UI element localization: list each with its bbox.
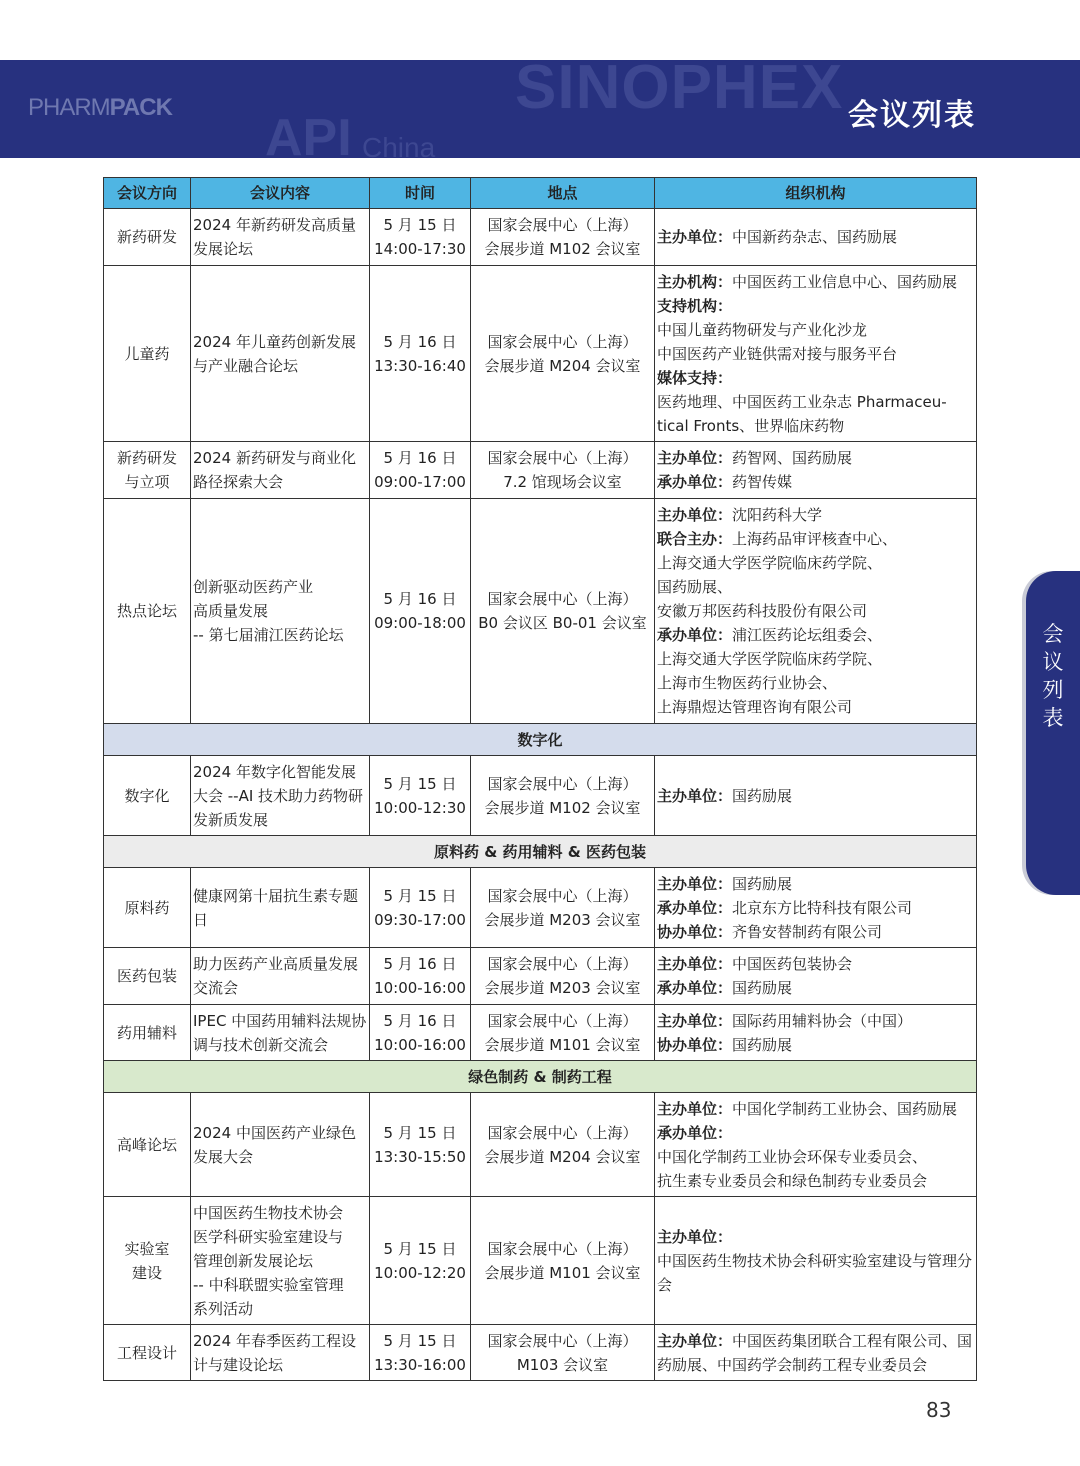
content-cell: 助力医药产业高质量发展交流会 [191,948,370,1005]
time-cell: 5 月 15 日 10:00-12:20 [370,1197,471,1325]
content-cell: 2024 年儿童药创新发展与产业融合论坛 [191,266,370,442]
location-cell: 国家会展中心（上海） 会展步道 M204 会议室 [471,1093,655,1197]
location-cell: 国家会展中心（上海） 会展步道 M102 会议室 [471,209,655,266]
table-row [104,209,977,266]
location-cell: 国家会展中心（上海） 会展步道 M203 会议室 [471,868,655,948]
direction-cell: 新药研发 与立项 [104,442,191,499]
direction-cell: 高峰论坛 [104,1093,191,1197]
table-row [104,266,977,442]
direction-cell: 儿童药 [104,266,191,442]
content-cell: 健康网第十届抗生素专题日 [191,868,370,948]
organizer-line [657,527,974,551]
organizer-cell [655,948,977,1005]
organizer-name: 药智网、国药励展 [732,449,853,467]
location-cell: 国家会展中心（上海） 7.2 馆现场会议室 [471,442,655,499]
organizer-name: 中国化学制药工业协会环保专业委员会、 [657,1147,928,1166]
organizer-role: 承办单位： [657,898,733,917]
organizer-name: 国药励展 [732,1035,793,1054]
table-row [104,1325,977,1381]
organizer-role: 主办单位： [657,228,733,246]
organizer-line [657,647,974,671]
organizer-cell [655,209,977,266]
organizer-line [657,1145,974,1169]
organizer-name: 国药励展、 [657,578,733,596]
organizer-line [657,294,974,318]
organizer-line [657,575,974,599]
organizer-line [657,623,974,647]
content-cell: 创新驱动医药产业 高质量发展 -- 第七届浦江医药论坛 [191,499,370,724]
page-number: 83 [926,1398,952,1422]
direction-cell: 原料药 [104,868,191,948]
organizer-name: 中国医药产业链供需对接与服务平台 [657,344,898,363]
time-cell: 5 月 15 日 13:30-16:00 [370,1325,471,1381]
location-cell: 国家会展中心（上海） 会展步道 M204 会议室 [471,266,655,442]
organizer-cell [655,756,977,836]
location-cell: 国家会展中心（上海） 会展步道 M203 会议室 [471,948,655,1005]
section-digital [104,724,977,756]
organizer-role: 承办单位： [657,1123,733,1142]
table-row [104,948,977,1005]
organizer-line [657,671,974,695]
organizer-role: 主办单位： [657,786,733,805]
time-cell: 5 月 16 日 10:00-16:00 [370,948,471,1005]
organizer-role: 承办单位： [657,979,733,997]
organizer-name: 上海市生物医药行业协会、 [657,674,838,692]
table-header-row [104,178,977,209]
organizer-name: 中国化学制药工业协会、国药励展 [732,1099,958,1118]
table-row [104,756,977,836]
section-title: 绿色制药 & 制药工程 [104,1061,977,1093]
organizer-role: 主办单位： [657,1099,733,1118]
time-cell: 5 月 15 日 14:00-17:30 [370,209,471,266]
organizer-role: 协办单位： [657,1035,733,1054]
table-row [104,499,977,724]
organizer-role: 主办单位： [657,1331,733,1350]
header-content: 会议内容 [191,178,370,209]
organizer-name: 国药励展 [732,979,793,997]
organizer-line [657,1225,974,1249]
organizer-line [657,446,974,470]
organizer-role: 支持机构： [657,296,733,315]
direction-cell: 数字化 [104,756,191,836]
time-cell: 5 月 16 日 09:00-18:00 [370,499,471,724]
organizer-name: 中国医药集团联合工程有限公司、国药励展、中国药学会制药工程专业委员会 [657,1331,973,1374]
section-raw-materials [104,836,977,868]
table-row [104,1005,977,1061]
organizer-line [657,318,974,342]
location-cell: 国家会展中心（上海） 会展步道 M101 会议室 [471,1197,655,1325]
organizer-line [657,952,974,976]
organizer-name: 中国医药生物技术协会科研实验室建设与管理分会 [657,1251,973,1294]
organizer-role: 主办单位： [657,1227,733,1246]
organizer-name: 上海交通大学医学院临床药学院、 [657,554,883,572]
time-cell: 5 月 15 日 09:30-17:00 [370,868,471,948]
content-cell: 2024 年数字化智能发展大会 --AI 技术助力药物研发新质发展 [191,756,370,836]
organizer-cell [655,266,977,442]
organizer-name: 中国儿童药物研发与产业化沙龙 [657,320,868,339]
side-tab-label: 会议列表 [1042,622,1064,730]
organizer-name: 药智传媒 [732,473,793,491]
direction-cell: 实验室 建设 [104,1197,191,1325]
organizer-line [657,872,974,896]
content-cell: 2024 年新药研发高质量发展论坛 [191,209,370,266]
organizer-name: 中国医药包装协会 [732,955,853,973]
page-title: 会议列表 [848,98,976,133]
organizer-line [657,1097,974,1121]
organizer-line [657,225,974,249]
organizer-role: 主办单位： [657,1011,733,1030]
direction-cell: 新药研发 [104,209,191,266]
location-cell: 国家会展中心（上海） B0 会议区 B0-01 会议室 [471,499,655,724]
header-direction: 会议方向 [104,178,191,209]
organizer-name: 上海药品审评核查中心、 [732,530,898,548]
organizer-role: 媒体支持： [657,368,733,387]
pharmpack-logo: PHARMPACK [28,94,172,121]
header-location: 地点 [471,178,655,209]
organizer-name: 齐鲁安替制药有限公司 [732,922,883,941]
table-row [104,442,977,499]
organizer-name: 上海鼎煜达管理咨询有限公司 [657,698,853,716]
time-cell: 5 月 15 日 13:30-15:50 [370,1093,471,1197]
organizer-cell [655,1005,977,1061]
organizer-name: 国药励展 [732,874,793,893]
organizer-cell [655,1325,977,1381]
time-cell: 5 月 16 日 13:30-16:40 [370,266,471,442]
header-banner [0,60,1080,158]
time-cell: 5 月 16 日 10:00-16:00 [370,1005,471,1061]
location-cell: 国家会展中心（上海） 会展步道 M101 会议室 [471,1005,655,1061]
direction-cell: 医药包装 [104,948,191,1005]
section-green-pharma [104,1061,977,1093]
organizer-line [657,976,974,1000]
table-row [104,1093,977,1197]
organizer-line [657,1329,974,1377]
location-cell: 国家会展中心（上海） 会展步道 M102 会议室 [471,756,655,836]
organizer-role: 主办单位： [657,449,733,467]
sinophex-logo: SINOPHEX [515,60,844,122]
header-time: 时间 [370,178,471,209]
organizer-role: 承办单位： [657,473,733,491]
direction-cell: 药用辅料 [104,1005,191,1061]
organizer-role: 联合主办： [657,530,733,548]
organizer-role: 主办单位： [657,506,733,524]
time-cell: 5 月 16 日 09:00-17:00 [370,442,471,499]
organizer-name: 中国新药杂志、国药励展 [732,228,898,246]
organizer-role: 主办机构： [657,272,733,291]
organizer-cell [655,868,977,948]
organizer-line [657,920,974,944]
organizer-role: 主办单位： [657,955,733,973]
organizer-line [657,470,974,494]
organizer-line [657,1009,974,1033]
table-row [104,868,977,948]
organizer-cell [655,442,977,499]
organizer-name: 医药地理、中国医药工业杂志 Pharmaceu-tical Fronts、世界临床药物 [657,392,947,435]
content-cell: 中国医药生物技术协会 医学科研实验室建设与 管理创新发展论坛 -- 中科联盟实验室管理 系列活动 [191,1197,370,1325]
organizer-line [657,896,974,920]
organizer-name: 国药励展 [732,786,793,805]
organizer-line [657,503,974,527]
china-logo: China [362,132,436,158]
section-title: 原料药 & 药用辅料 & 医药包装 [104,836,977,868]
organizer-line [657,366,974,390]
organizer-line [657,551,974,575]
content-cell: 2024 新药研发与商业化路径探索大会 [191,442,370,499]
organizer-cell [655,499,977,724]
meeting-table [103,177,977,1381]
direction-cell: 工程设计 [104,1325,191,1381]
organizer-name: 国际药用辅料协会（中国） [732,1011,913,1030]
organizer-line [657,599,974,623]
organizer-line [657,1121,974,1145]
organizer-name: 安徽万邦医药科技股份有限公司 [657,602,868,620]
header-organizer: 组织机构 [655,178,977,209]
content-cell: IPEC 中国药用辅料法规协调与技术创新交流会 [191,1005,370,1061]
organizer-name: 浦江医药论坛组委会、 [732,626,883,644]
content-cell: 2024 中国医药产业绿色发展大会 [191,1093,370,1197]
time-cell: 5 月 15 日 10:00-12:30 [370,756,471,836]
organizer-cell [655,1093,977,1197]
organizer-role: 承办单位： [657,626,733,644]
organizer-name: 中国医药工业信息中心、国药励展 [732,272,958,291]
organizer-name: 上海交通大学医学院临床药学院、 [657,650,883,668]
organizer-name: 沈阳药科大学 [732,506,823,524]
organizer-line [657,390,974,438]
organizer-role: 主办单位： [657,874,733,893]
organizer-name: 抗生素专业委员会和绿色制药专业委员会 [657,1171,928,1190]
content-cell: 2024 年春季医药工程设计与建设论坛 [191,1325,370,1381]
organizer-name: 北京东方比特科技有限公司 [732,898,913,917]
organizer-line [657,270,974,294]
organizer-line [657,1249,974,1297]
organizer-line [657,1033,974,1057]
organizer-line [657,784,974,808]
api-logo: API [265,109,352,158]
section-title: 数字化 [104,724,977,756]
organizer-cell [655,1197,977,1325]
organizer-role: 协办单位： [657,922,733,941]
table-row [104,1197,977,1325]
location-cell: 国家会展中心（上海） M103 会议室 [471,1325,655,1381]
organizer-line [657,342,974,366]
direction-cell: 热点论坛 [104,499,191,724]
organizer-line [657,695,974,719]
organizer-line [657,1169,974,1193]
